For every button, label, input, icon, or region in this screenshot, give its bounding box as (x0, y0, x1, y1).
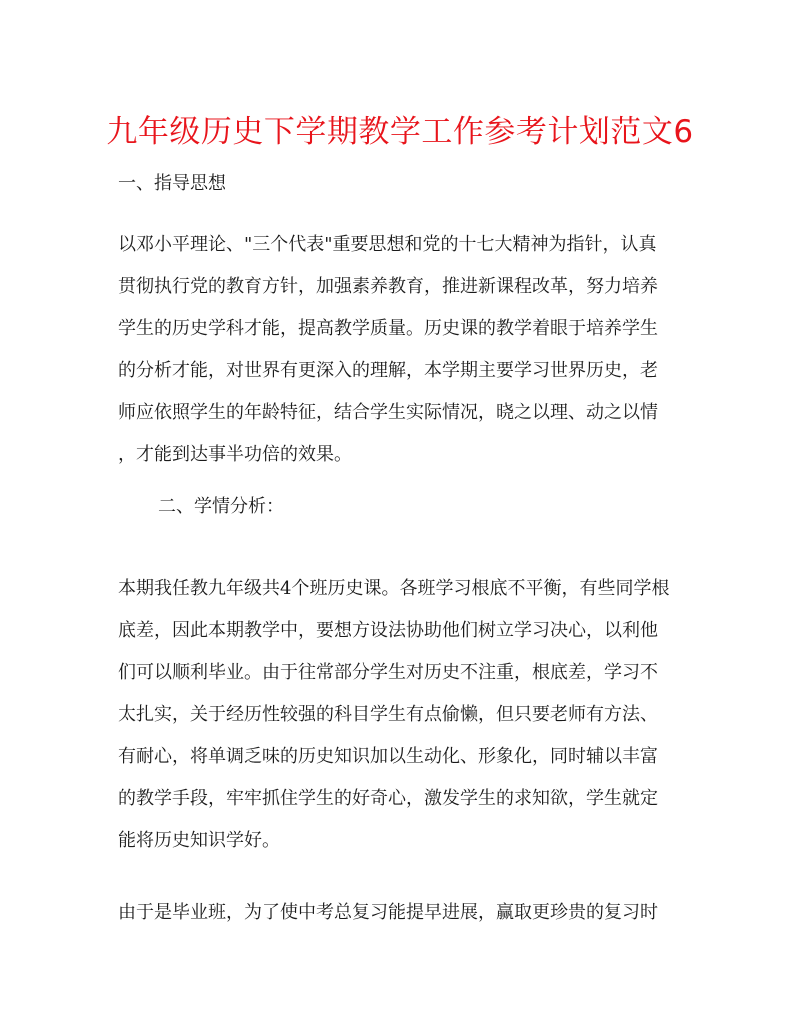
paragraph-line: 能将历史知识学好。 (118, 830, 280, 851)
section-heading-guiding-thought: 一、指导思想 (118, 173, 226, 194)
paragraph-line: 贯彻执行党的教育方针，加强素养教育，推进新课程改革，努力培养 (118, 276, 658, 297)
paragraph-line: 以邓小平理论、"三个代表"重要思想和党的十七大精神为指针，认真 (118, 234, 657, 255)
paragraph-review-plan (118, 892, 684, 934)
document-title: 九年级历史下学期教学工作参考计划范文6 (106, 114, 694, 150)
paragraph-line: ，才能到达事半功倍的效果。 (118, 444, 352, 465)
paragraph-line: 本期我任教九年级共4个班历史课。各班学习根底不平衡，有些同学根 (118, 578, 670, 599)
paragraph-line: 们可以顺利毕业。由于往常部分学生对历史不注重，根底差，学习不 (118, 662, 658, 683)
paragraph-line: 学生的历史学科才能，提高教学质量。历史课的教学着眼于培养学生 (118, 318, 658, 339)
paragraph-line: 师应依照学生的年龄特征，结合学生实际情况，晓之以理、动之以情 (118, 402, 658, 423)
paragraph-line: 有耐心，将单调乏味的历史知识加以生动化、形象化，同时辅以丰富 (118, 746, 658, 767)
paragraph-line: 太扎实，关于经历性较强的科目学生有点偷懒，但只要老师有方法、 (118, 704, 658, 725)
paragraph-line: 由于是毕业班，为了使中考总复习能提早进展，赢取更珍贵的复习时 (118, 902, 658, 923)
paragraph-student-analysis (118, 568, 684, 862)
paragraph-line: 的教学手段，牢牢抓住学生的好奇心，激发学生的求知欲，学生就定 (118, 788, 658, 809)
paragraph-line: 的分析才能，对世界有更深入的理解，本学期主要学习世界历史，老 (118, 360, 658, 381)
section-heading-student-analysis: 二、学情分析： (158, 496, 284, 517)
paragraph-guiding-thought (118, 224, 684, 476)
paragraph-line: 底差，因此本期教学中，要想方设法协助他们树立学习决心，以利他 (118, 620, 658, 641)
